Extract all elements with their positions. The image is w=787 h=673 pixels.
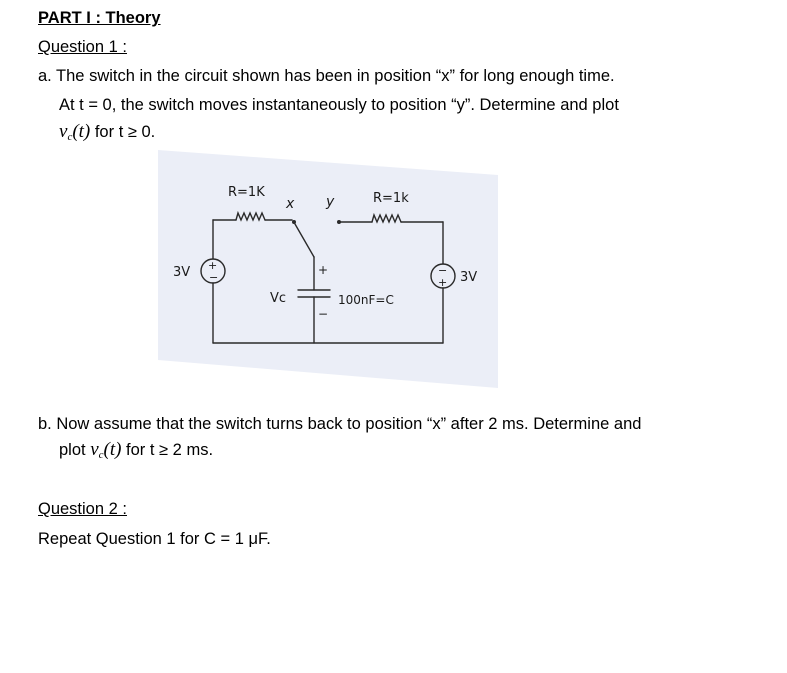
question-2-title: Question 2 : [38, 500, 127, 518]
vc-symbol: $v_c(t)$ [90, 439, 122, 461]
capacitor-plus: + [318, 263, 329, 277]
left-source-plus: + [208, 259, 218, 272]
right-source-label: 3V [460, 270, 478, 285]
question-1-title: Question 1 : [38, 38, 127, 56]
q1-a-line-3: $v_c(t)$ for t ≥ 0. [59, 121, 156, 143]
circuit-diagram [158, 150, 500, 388]
capacitor-label: 100nF=C [338, 293, 394, 307]
left-resistor-label: R=1K [228, 185, 265, 200]
vc-label: Vc [270, 291, 287, 306]
switch-position-y: y [326, 194, 335, 210]
right-source-plus: + [438, 276, 448, 289]
q1-a-line-2: At t = 0, the switch moves instantaneously to position “y”. Determine and plot [59, 96, 619, 114]
right-source-minus: − [438, 264, 448, 277]
q1-a-line-1: a. The switch in the circuit shown has been in position “x” for long enough time. [38, 67, 615, 85]
right-resistor-label: R=1k [373, 191, 409, 206]
left-source-minus: − [209, 271, 219, 284]
vc-symbol: $v_c(t)$ [59, 121, 91, 143]
part-heading: PART I : Theory [38, 9, 161, 27]
capacitor-minus: − [318, 307, 329, 321]
switch-position-x: x [286, 196, 295, 212]
left-source-label: 3V [173, 265, 191, 280]
q1-b-line-1: b. Now assume that the switch turns back to position “x” after 2 ms. Determine and [38, 415, 642, 433]
q1-b-line-2: plot $v_c(t)$ for t ≥ 2 ms. [59, 439, 214, 461]
question-2-text: Repeat Question 1 for C = 1 μF. [38, 530, 271, 548]
